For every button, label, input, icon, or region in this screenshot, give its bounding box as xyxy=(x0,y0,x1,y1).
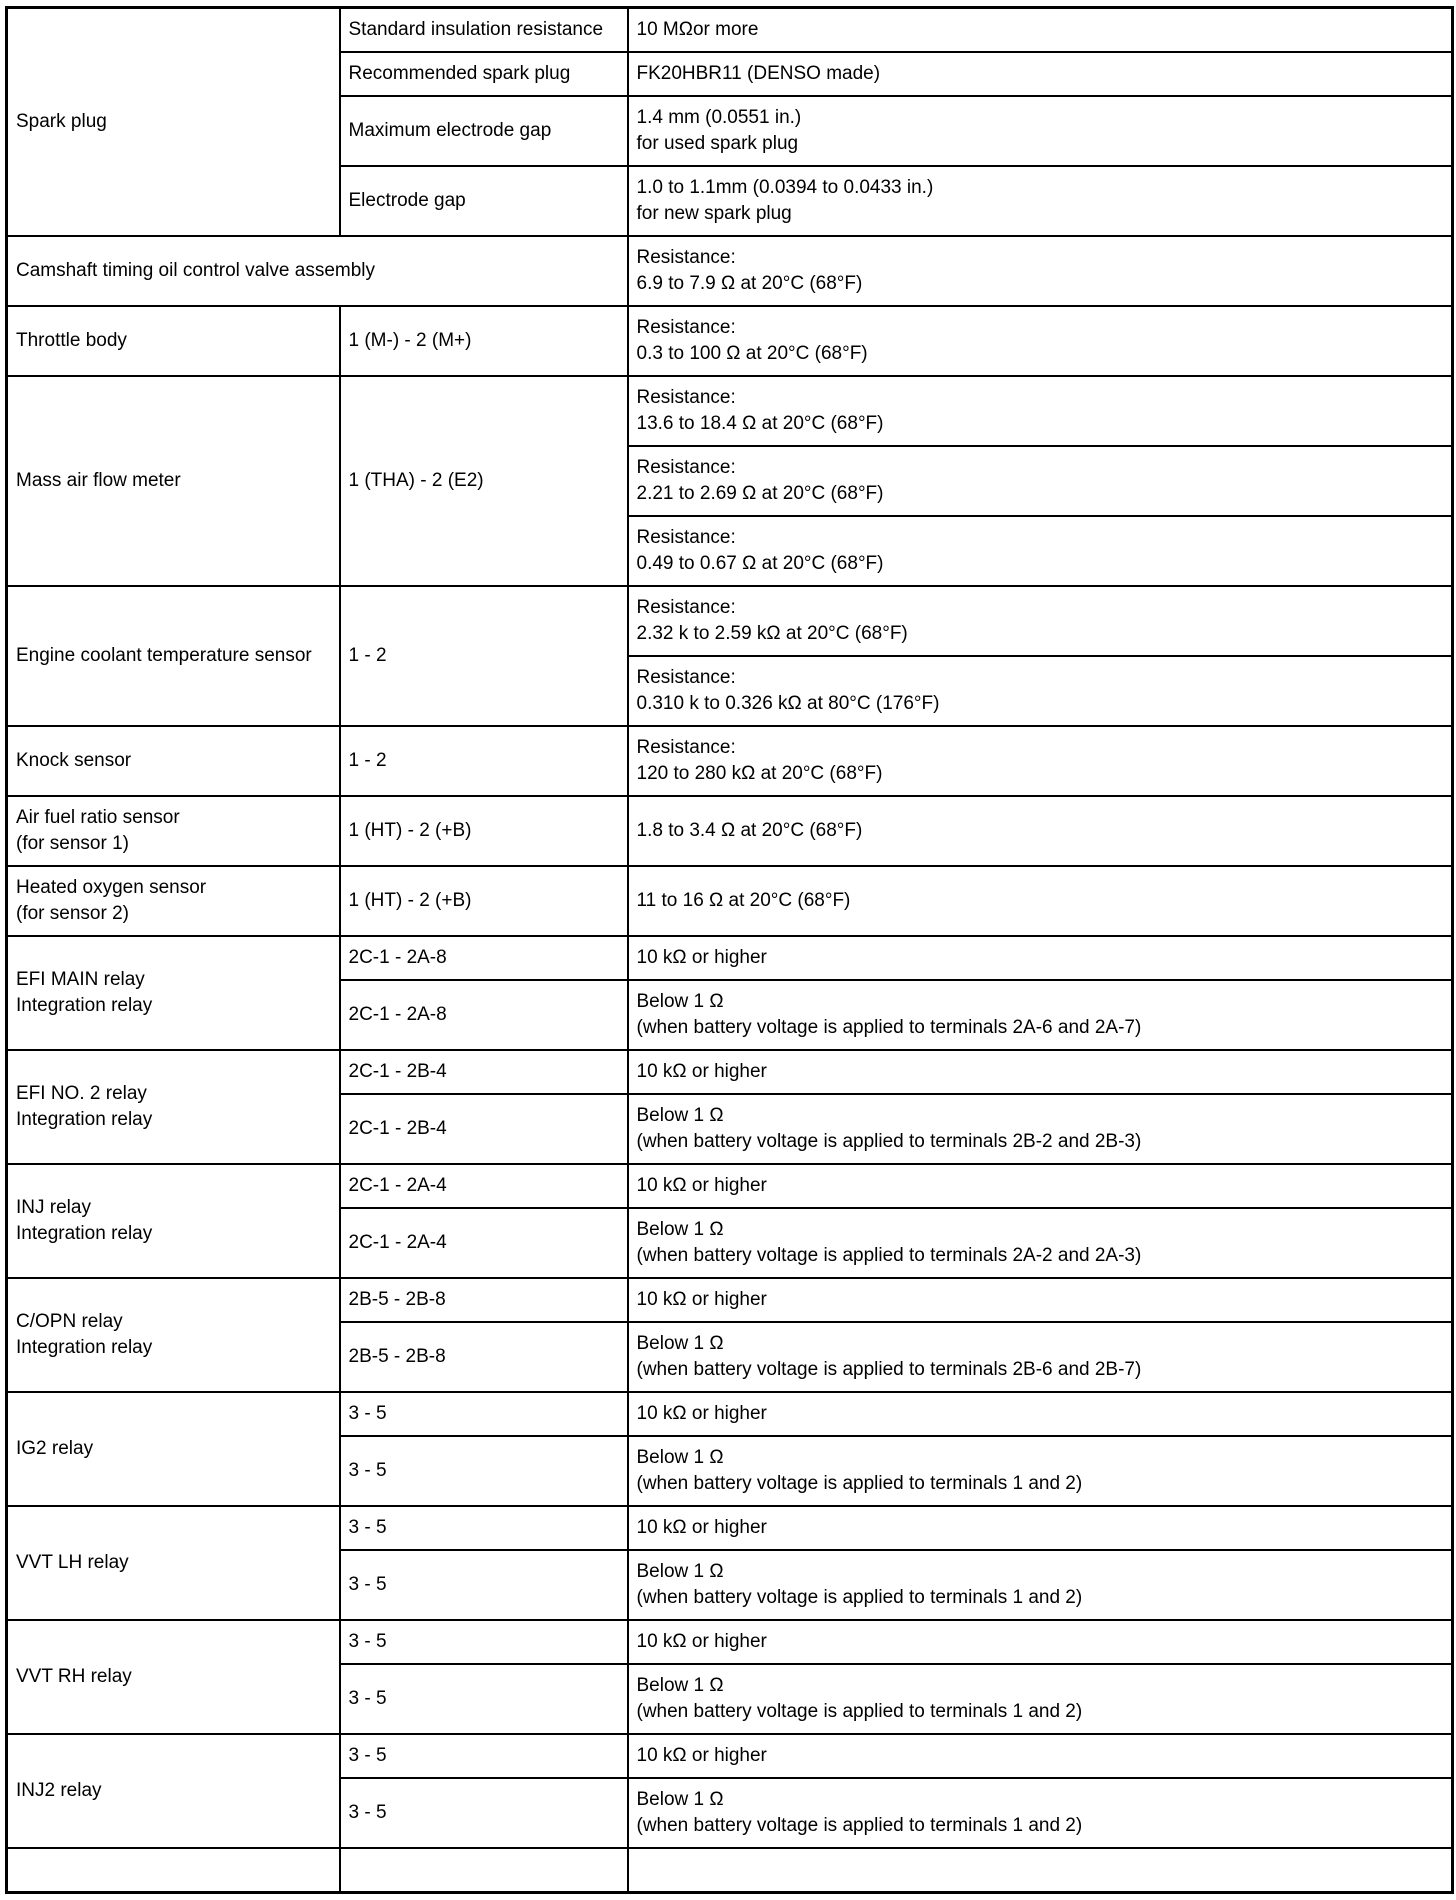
cell-component xyxy=(7,1734,340,1848)
cell-text-line: 10 kΩ or higher xyxy=(636,1631,767,1652)
cell-text-line: EFI MAIN relay xyxy=(16,969,145,990)
cell-specification xyxy=(628,8,1453,53)
cell-terminal xyxy=(340,1506,628,1550)
cell-text-line: 11 to 16 Ω at 20°C (68°F) xyxy=(636,890,851,911)
spec-table xyxy=(5,6,1454,1894)
cell-terminal xyxy=(340,1620,628,1664)
cell-text-line: Below 1 Ω xyxy=(636,1105,724,1126)
cell-text-line: 10 MΩor more xyxy=(636,19,759,40)
cell-text-line: Resistance: xyxy=(636,317,736,338)
table-row xyxy=(7,1164,1453,1208)
cell-text-line: 2C-1 - 2B-4 xyxy=(348,1061,447,1082)
cell-specification xyxy=(628,1278,1453,1322)
cell-component xyxy=(7,726,340,796)
cell-component xyxy=(7,1278,340,1392)
cell-text-line: 2C-1 - 2A-4 xyxy=(348,1232,447,1253)
cell-text-line: (when battery voltage is applied to terminals 2B-6 and 2B-7) xyxy=(636,1359,1142,1380)
cell-text-line xyxy=(349,1857,619,1883)
cell-text-line: 2B-5 - 2B-8 xyxy=(348,1346,446,1367)
cell-text-line: VVT RH relay xyxy=(16,1666,132,1687)
spec-table-body xyxy=(7,8,1453,1893)
table-row xyxy=(7,306,1453,376)
cell-component xyxy=(7,866,340,936)
cell-terminal xyxy=(340,1664,628,1734)
cell-text-line: IG2 relay xyxy=(16,1438,94,1459)
cell-terminal xyxy=(340,1778,628,1848)
cell-text-line: 10 kΩ or higher xyxy=(636,1745,767,1766)
cell-terminal xyxy=(340,1392,628,1436)
cell-text-line: Resistance: xyxy=(636,737,736,758)
cell-text-line: Engine coolant temperature sensor xyxy=(16,645,312,666)
cell-terminal xyxy=(340,1734,628,1778)
table-row xyxy=(7,726,1453,796)
cell-component xyxy=(7,1506,340,1620)
cell-text-line: Integration relay xyxy=(16,995,153,1016)
cell-text-line: 1 (THA) - 2 (E2) xyxy=(348,470,484,491)
cell-component xyxy=(7,796,340,866)
table-row xyxy=(7,1050,1453,1094)
cell-text-line: 0.3 to 100 Ω at 20°C (68°F) xyxy=(636,343,868,364)
cell-terminal xyxy=(340,796,628,866)
cell-text-line: Below 1 Ω xyxy=(636,1789,724,1810)
cell-text-line: (when battery voltage is applied to terminals 1 and 2) xyxy=(636,1701,1083,1722)
cell-text-line: Heated oxygen sensor xyxy=(16,877,207,898)
cell-specification xyxy=(628,1050,1453,1094)
cell-text-line: Electrode gap xyxy=(348,190,466,211)
cell-text-line: Camshaft timing oil control valve assembly xyxy=(16,260,376,281)
cell-text-line: 3 - 5 xyxy=(348,1517,387,1538)
cell-text-line: VVT LH relay xyxy=(16,1552,129,1573)
cell-specification xyxy=(628,726,1453,796)
cell-component xyxy=(7,1164,340,1278)
cell-text-line: 6.9 to 7.9 Ω at 20°C (68°F) xyxy=(636,273,863,294)
cell-text-line: 2C-1 - 2A-8 xyxy=(348,1004,447,1025)
cell-text-line: Resistance: xyxy=(636,387,736,408)
cell-text-line: 10 kΩ or higher xyxy=(636,947,767,968)
cell-specification xyxy=(628,1164,1453,1208)
cell-text-line: 10 kΩ or higher xyxy=(636,1517,767,1538)
cell-text-line: 2.21 to 2.69 Ω at 20°C (68°F) xyxy=(636,483,884,504)
cell-component xyxy=(7,1848,340,1893)
cell-terminal xyxy=(340,52,628,96)
cell-text-line: 1.8 to 3.4 Ω at 20°C (68°F) xyxy=(636,820,863,841)
cell-text-line: 3 - 5 xyxy=(348,1802,387,1823)
cell-text-line: 10 kΩ or higher xyxy=(636,1289,767,1310)
cell-text-line: Below 1 Ω xyxy=(636,1333,724,1354)
cell-text-line: Resistance: xyxy=(636,667,736,688)
cell-text-line: Standard insulation resistance xyxy=(348,19,604,40)
cell-component xyxy=(7,936,340,1050)
cell-text-line: FK20HBR11 (DENSO made) xyxy=(636,63,881,84)
cell-text-line: 1 (HT) - 2 (+B) xyxy=(348,890,472,911)
cell-text-line: (when battery voltage is applied to terminals 2A-2 and 2A-3) xyxy=(636,1245,1142,1266)
cell-component xyxy=(7,376,340,586)
cell-specification xyxy=(628,1550,1453,1620)
cell-text-line: Below 1 Ω xyxy=(636,1219,724,1240)
cell-terminal xyxy=(340,376,628,586)
cell-terminal xyxy=(340,980,628,1050)
cell-terminal xyxy=(340,1208,628,1278)
cell-text-line: (when battery voltage is applied to terminals 1 and 2) xyxy=(636,1587,1083,1608)
cell-text-line: 2C-1 - 2B-4 xyxy=(348,1118,447,1139)
cell-terminal xyxy=(340,1550,628,1620)
cell-terminal xyxy=(340,8,628,53)
cell-specification xyxy=(628,1094,1453,1164)
cell-text-line: Below 1 Ω xyxy=(636,991,724,1012)
cell-terminal xyxy=(340,866,628,936)
cell-terminal xyxy=(340,726,628,796)
cell-text-line: 10 kΩ or higher xyxy=(636,1403,767,1424)
table-row xyxy=(7,1278,1453,1322)
cell-specification xyxy=(628,516,1453,586)
cell-component xyxy=(7,1050,340,1164)
cell-specification xyxy=(628,1208,1453,1278)
cell-text-line: 1 (HT) - 2 (+B) xyxy=(348,820,472,841)
cell-specification xyxy=(628,1506,1453,1550)
cell-terminal xyxy=(340,586,628,726)
cell-text-line: 3 - 5 xyxy=(348,1403,387,1424)
cell-specification xyxy=(628,866,1453,936)
cell-text-line: 3 - 5 xyxy=(348,1688,387,1709)
cell-text-line: 1 (M-) - 2 (M+) xyxy=(348,330,472,351)
cell-text-line: Integration relay xyxy=(16,1223,153,1244)
cell-component xyxy=(7,236,628,306)
cell-specification xyxy=(628,1778,1453,1848)
table-row xyxy=(7,936,1453,980)
cell-terminal xyxy=(340,166,628,236)
cell-text-line: Resistance: xyxy=(636,247,736,268)
cell-text-line: 1.0 to 1.1mm (0.0394 to 0.0433 in.) xyxy=(636,177,934,198)
cell-specification xyxy=(628,980,1453,1050)
cell-text-line: Mass air flow meter xyxy=(16,470,181,491)
table-row xyxy=(7,8,1453,53)
cell-text-line: INJ relay xyxy=(16,1197,91,1218)
table-row xyxy=(7,236,1453,306)
cell-terminal xyxy=(340,306,628,376)
cell-text-line: Below 1 Ω xyxy=(636,1447,724,1468)
cell-terminal xyxy=(340,1848,628,1893)
cell-specification xyxy=(628,166,1453,236)
cell-component xyxy=(7,586,340,726)
cell-text-line: (for sensor 1) xyxy=(16,833,129,854)
cell-text-line: (for sensor 2) xyxy=(16,903,129,924)
cell-text-line: 3 - 5 xyxy=(348,1631,387,1652)
cell-text-line: (when battery voltage is applied to terminals 2A-6 and 2A-7) xyxy=(636,1017,1142,1038)
cell-terminal xyxy=(340,1050,628,1094)
cell-text-line: for used spark plug xyxy=(636,133,799,154)
cell-specification xyxy=(628,1734,1453,1778)
cell-specification xyxy=(628,936,1453,980)
cell-terminal xyxy=(340,936,628,980)
cell-text-line: C/OPN relay xyxy=(16,1311,123,1332)
cell-component xyxy=(7,1392,340,1506)
cell-component xyxy=(7,8,340,237)
cell-specification xyxy=(628,96,1453,166)
cell-text-line: (when battery voltage is applied to terminals 1 and 2) xyxy=(636,1815,1083,1836)
cell-text-line: (when battery voltage is applied to terminals 2B-2 and 2B-3) xyxy=(636,1131,1142,1152)
cell-component xyxy=(7,306,340,376)
cell-text-line: 3 - 5 xyxy=(348,1574,387,1595)
cell-text-line: for new spark plug xyxy=(636,203,792,224)
cell-specification xyxy=(628,376,1453,446)
cell-text-line: Air fuel ratio sensor xyxy=(16,807,180,828)
table-row xyxy=(7,1620,1453,1664)
cell-text-line xyxy=(16,1857,331,1883)
cell-text-line: Integration relay xyxy=(16,1337,153,1358)
cell-specification xyxy=(628,1436,1453,1506)
cell-terminal xyxy=(340,1278,628,1322)
cell-text-line: Maximum electrode gap xyxy=(348,120,552,141)
cell-terminal xyxy=(340,1094,628,1164)
cell-text-line: 2C-1 - 2A-8 xyxy=(348,947,447,968)
cell-text-line: 3 - 5 xyxy=(348,1745,387,1766)
cell-specification xyxy=(628,1848,1453,1893)
cell-specification xyxy=(628,1664,1453,1734)
cell-text-line: 10 kΩ or higher xyxy=(636,1061,767,1082)
table-row xyxy=(7,866,1453,936)
cell-text-line: Knock sensor xyxy=(16,750,132,771)
cell-text-line: 10 kΩ or higher xyxy=(636,1175,767,1196)
cell-specification xyxy=(628,1620,1453,1664)
cell-text-line: EFI NO. 2 relay xyxy=(16,1083,147,1104)
cell-text-line: 1 - 2 xyxy=(348,750,387,771)
table-row xyxy=(7,1392,1453,1436)
table-row xyxy=(7,376,1453,446)
cell-terminal xyxy=(340,1322,628,1392)
cell-text-line: Below 1 Ω xyxy=(636,1675,724,1696)
cell-text-line: Resistance: xyxy=(636,527,736,548)
cell-text-line: 2B-5 - 2B-8 xyxy=(348,1289,446,1310)
cell-text-line: Resistance: xyxy=(636,457,736,478)
cell-component xyxy=(7,1620,340,1734)
cell-text-line: Spark plug xyxy=(16,111,107,132)
table-row xyxy=(7,1734,1453,1778)
cell-text-line: (when battery voltage is applied to terminals 1 and 2) xyxy=(636,1473,1083,1494)
cell-text-line: Throttle body xyxy=(16,330,127,351)
cell-text-line: Recommended spark plug xyxy=(348,63,571,84)
table-row xyxy=(7,1506,1453,1550)
cell-terminal xyxy=(340,96,628,166)
cell-specification xyxy=(628,1392,1453,1436)
cell-text-line: 13.6 to 18.4 Ω at 20°C (68°F) xyxy=(636,413,884,434)
cell-text-line: 0.310 k to 0.326 kΩ at 80°C (176°F) xyxy=(636,693,940,714)
table-row xyxy=(7,1848,1453,1893)
table-row xyxy=(7,796,1453,866)
cell-text-line: Below 1 Ω xyxy=(636,1561,724,1582)
cell-text-line: INJ2 relay xyxy=(16,1780,102,1801)
cell-specification xyxy=(628,1322,1453,1392)
cell-specification xyxy=(628,52,1453,96)
cell-specification xyxy=(628,656,1453,726)
cell-text-line: 0.49 to 0.67 Ω at 20°C (68°F) xyxy=(636,553,884,574)
cell-text-line: Resistance: xyxy=(636,597,736,618)
cell-text-line: Integration relay xyxy=(16,1109,153,1130)
cell-specification xyxy=(628,236,1453,306)
cell-text-line: 120 to 280 kΩ at 20°C (68°F) xyxy=(636,763,883,784)
cell-text-line: 1.4 mm (0.0551 in.) xyxy=(636,107,802,128)
cell-specification xyxy=(628,586,1453,656)
cell-specification xyxy=(628,446,1453,516)
cell-specification xyxy=(628,796,1453,866)
cell-text-line: 2C-1 - 2A-4 xyxy=(348,1175,447,1196)
cell-text-line: 2.32 k to 2.59 kΩ at 20°C (68°F) xyxy=(636,623,908,644)
cell-text-line: 3 - 5 xyxy=(348,1460,387,1481)
table-row xyxy=(7,586,1453,656)
cell-text-line: 1 - 2 xyxy=(348,645,387,666)
cell-terminal xyxy=(340,1164,628,1208)
cell-specification xyxy=(628,306,1453,376)
cell-text-line xyxy=(637,1857,1444,1883)
cell-terminal xyxy=(340,1436,628,1506)
